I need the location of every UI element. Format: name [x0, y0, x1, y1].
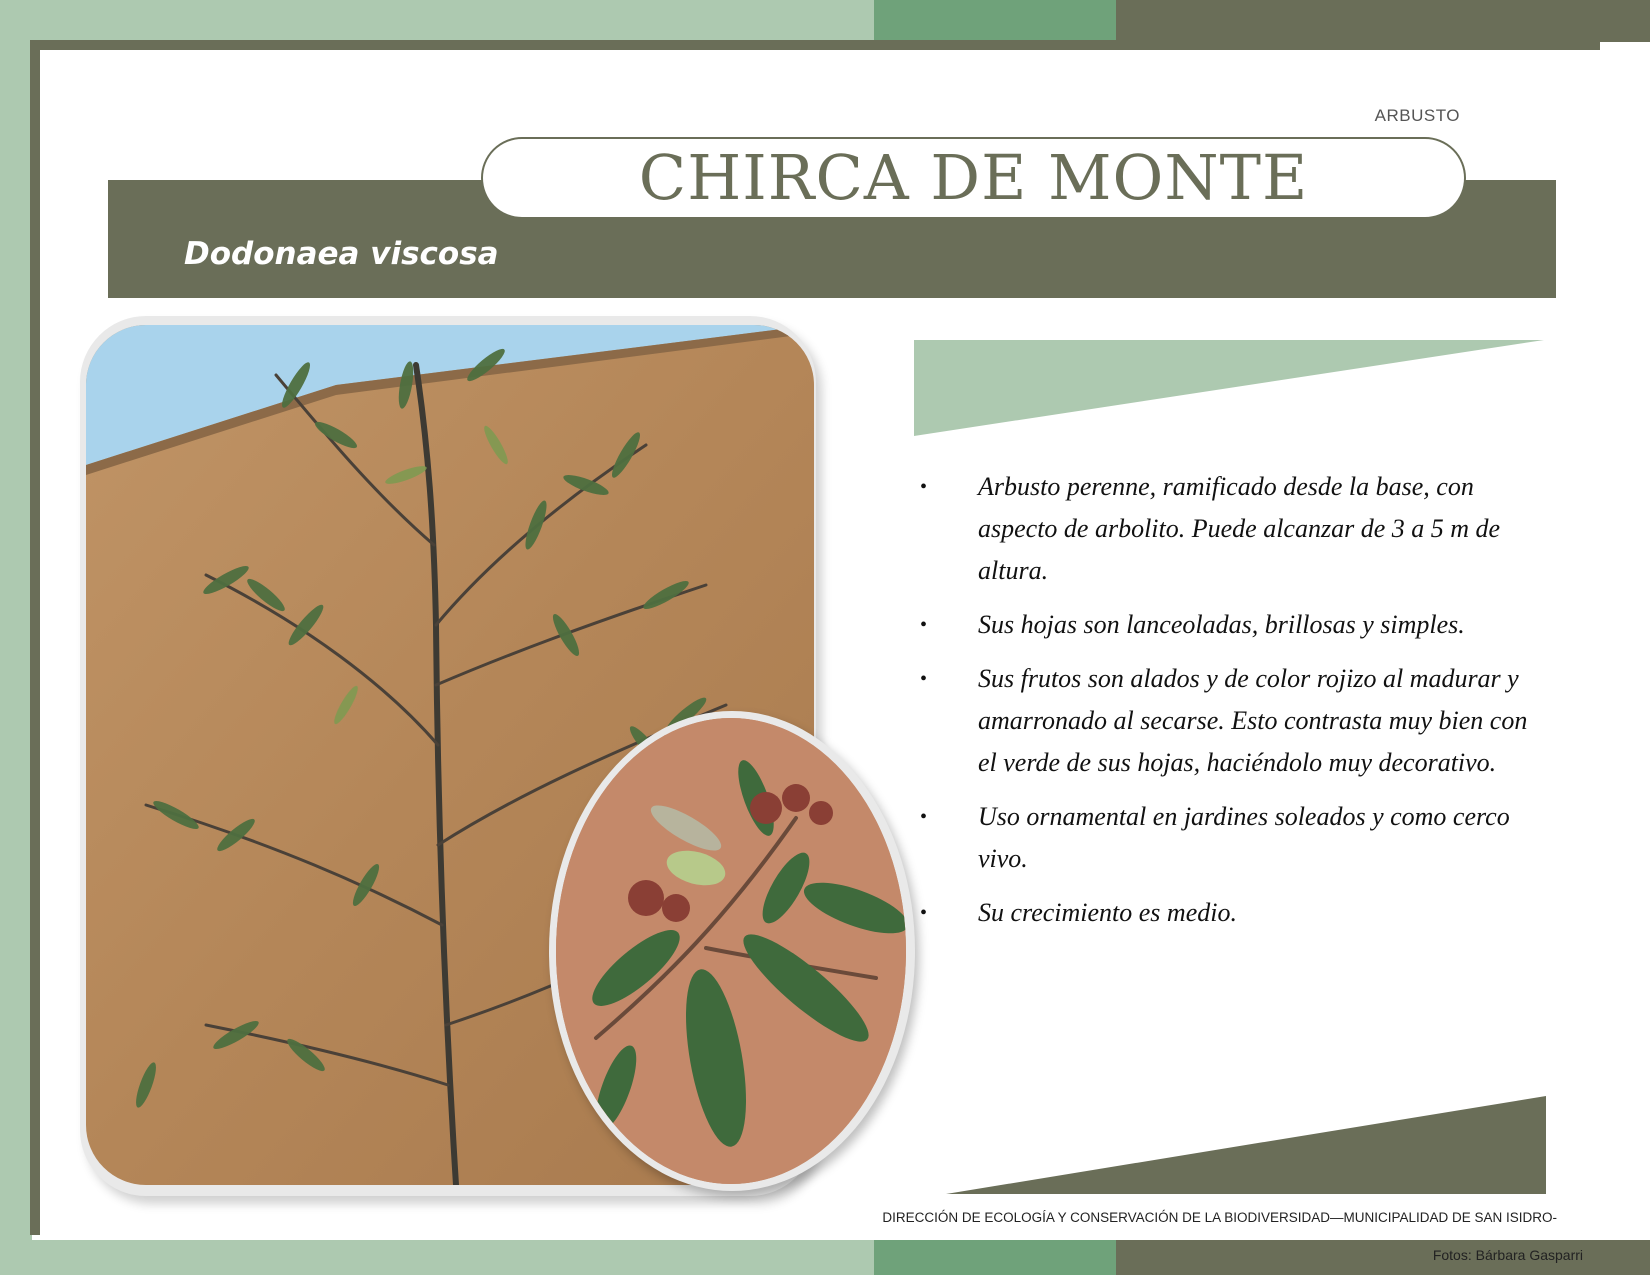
band-bottom-mid: [874, 1240, 1116, 1275]
fact-text: Arbusto perenne, ramificado desde la base, con aspecto de arbolito. Puede alcanzar de 3 a 5 m de altura.: [978, 472, 1501, 585]
fact-text: Su crecimiento es medio.: [978, 898, 1237, 927]
footer-institution: DIRECCIÓN DE ECOLOGÍA Y CONSERVACIÓN DE LA BIODIVERSIDAD—MUNICIPALIDAD DE SAN ISIDRO-: [882, 1210, 1557, 1225]
fact-text: Sus frutos son alados y de color rojizo al madurar y amarronado al secarse. Esto contrasta muy bien con el verde de sus hojas, haciéndolo muy decorativo.: [978, 664, 1528, 777]
bullet-icon: •: [920, 476, 928, 498]
photo-credits: Fotos: Bárbara Gasparri: [1432, 1247, 1583, 1263]
deco-wedge-bottom: [910, 1096, 1550, 1196]
fact-text: Uso ornamental en jardines soleados y como cerco vivo.: [978, 802, 1510, 873]
fact-text: Sus hojas son lanceoladas, brillosas y simples.: [978, 610, 1465, 639]
inset-photo: [556, 718, 906, 1184]
fact-item: [920, 796, 1540, 880]
fact-item: [920, 604, 1540, 646]
bullet-icon: •: [920, 806, 928, 828]
band-bottom-light: [0, 1240, 874, 1275]
title-pill: [481, 137, 1466, 219]
page-title: CHIRCA DE MONTE: [638, 141, 1309, 214]
scientific-name: Dodonaea viscosa: [184, 236, 499, 272]
band-left-light: [0, 0, 32, 1275]
band-top-mid: [874, 0, 1116, 42]
deco-wedge-top: [910, 338, 1550, 438]
bullet-icon: •: [920, 614, 928, 636]
fact-item: [920, 658, 1540, 784]
fact-item: [920, 892, 1540, 934]
bullet-icon: •: [920, 668, 928, 690]
band-top-dark: [1116, 0, 1650, 42]
facts-list: [920, 466, 1540, 946]
bullet-icon: •: [920, 902, 928, 924]
band-top-light: [0, 0, 874, 42]
fact-item: [920, 466, 1540, 592]
category-label: ARBUSTO: [1374, 106, 1460, 125]
